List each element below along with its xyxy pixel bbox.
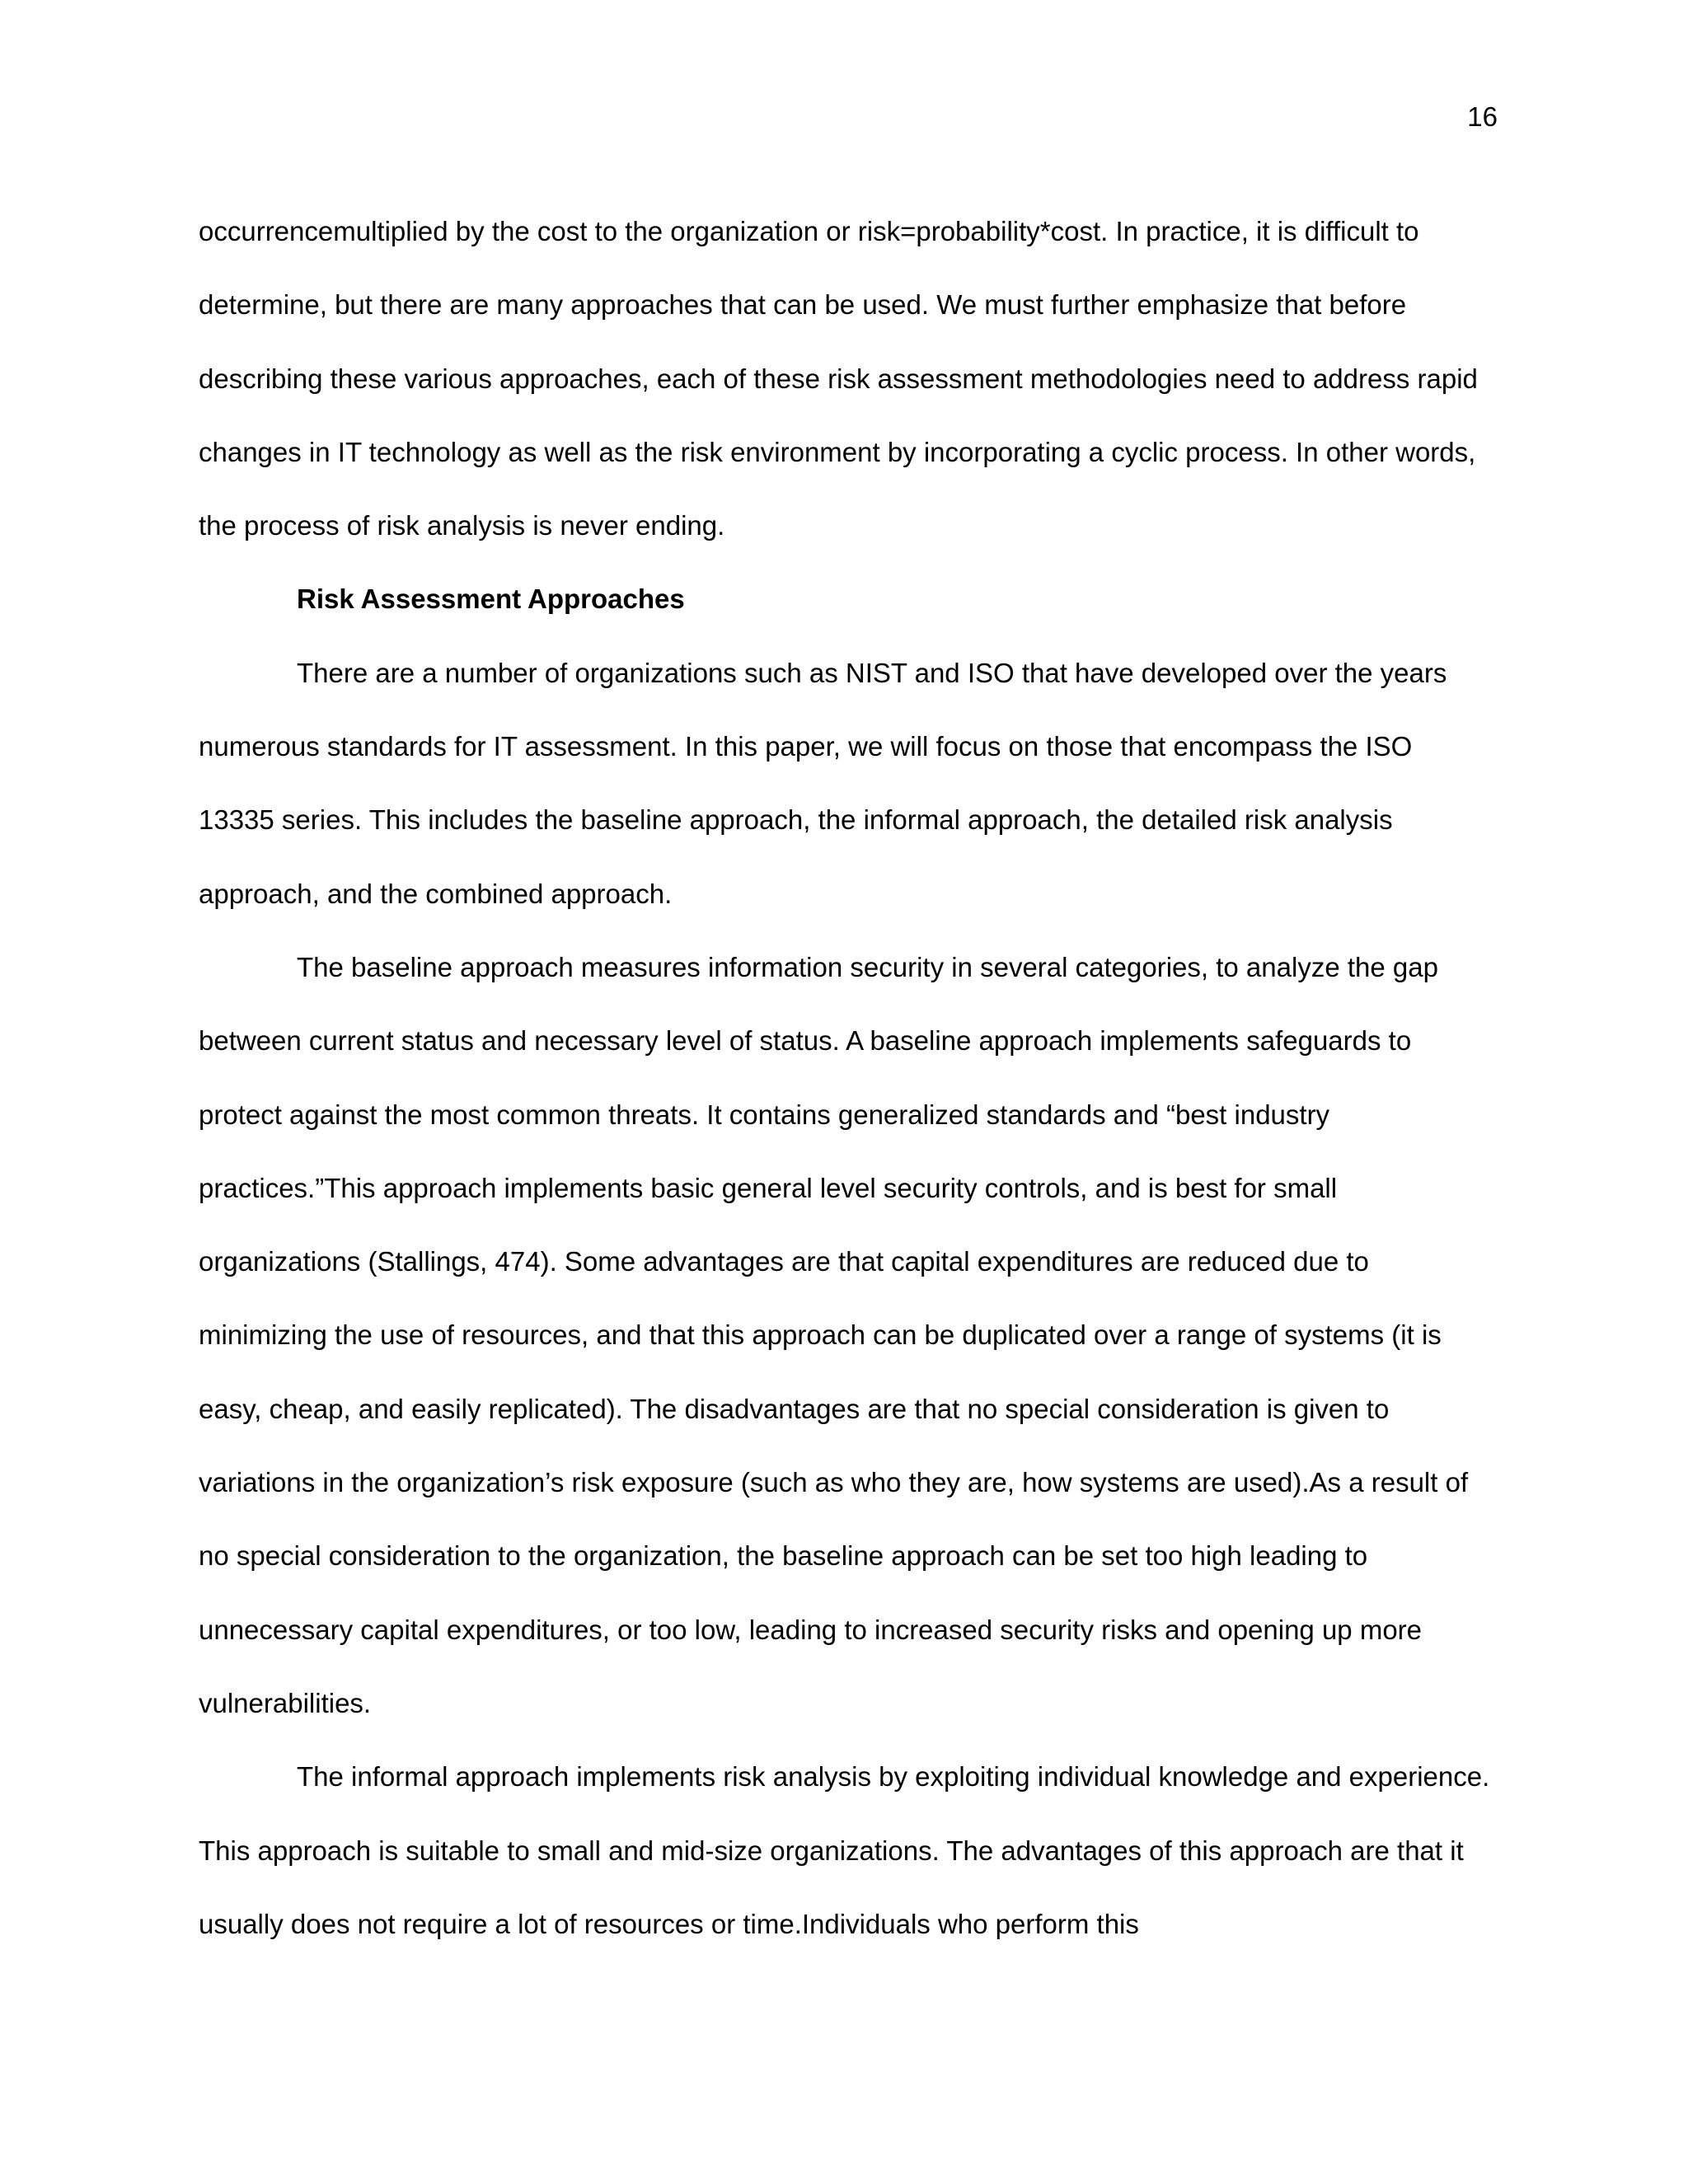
- section-heading: Risk Assessment Approaches: [297, 583, 685, 615]
- paragraph-baseline-approach: The baseline approach measures information security in several categories, to analyze the gap between current status and necessary level of status. A baseline approach implements safeguards to protect against the most common threats. It contains generalized standards and “best industry practices.”This approach implements basic general level security controls, and is best for small organizations (Stallings, 474). Some advantages are that capital expenditures are reduced due to minimizing the use of resources, and that this approach can be duplicated over a range of systems (it is easy, cheap, and easily replicated). The disadvantages are that no special consideration is given to variations in the organization’s risk exposure (such as who they are, how systems are used).As a result of no special consideration to the organization, the baseline approach can be set too high leading to unnecessary capital expenditures, or too low, leading to increased security risks and opening up more vulnerabilities.: [199, 951, 1469, 1718]
- body-text: [199, 194, 1493, 1961]
- paragraph-continuation: occurrencemultiplied by the cost to the organization or risk=probability*cost. In practice, it is difficult to determine, but there are many approaches that can be used. We must further emphasize that before describing these various approaches, each of these risk assessment methodologies need to address rapid changes in IT technology as well as the risk environment by incorporating a cyclic process. In other words, the process of risk analysis is never ending.: [199, 216, 1478, 541]
- paragraph-standards: There are a number of organizations such as NIST and ISO that have developed over the years numerous standards for IT assessment. In this paper, we will focus on those that encompass the ISO 13335 series. This includes the baseline approach, the informal approach, the detailed risk analysis approach, and the combined approach.: [199, 657, 1447, 909]
- page-number: 16: [1467, 101, 1498, 132]
- paragraph-informal-approach: The informal approach implements risk analysis by exploiting individual knowledge and experience. This approach is suitable to small and mid-size organizations. The advantages of this approach are that it usually does not require a lot of resources or time.Individuals who perform this: [199, 1761, 1490, 1939]
